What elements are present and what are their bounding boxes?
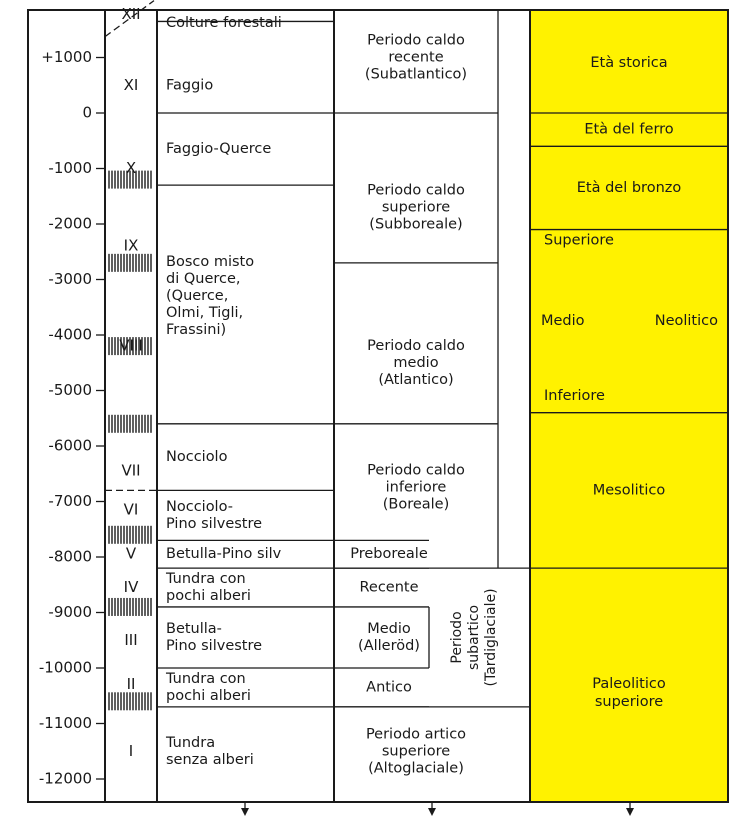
vegetation-label: pochi alberi [166, 588, 251, 605]
zone-label: X [125, 159, 137, 177]
zone-label: XI [123, 75, 139, 94]
climate-label: superiore [381, 743, 451, 760]
climate-label: (Boreale) [382, 496, 450, 513]
vegetation-label: senza alberi [166, 751, 254, 768]
climate-label: Periodo artico [365, 726, 467, 743]
vegetation-label: Nocciolo- [166, 498, 233, 515]
vegetation-label: pochi alberi [166, 687, 251, 704]
climate-label: (Atlantico) [378, 371, 454, 388]
vegetation-label: Pino silvestre [166, 515, 263, 532]
year-tick-label: -3000 [48, 270, 92, 288]
zone-label: II [126, 675, 136, 694]
zone-label: I [128, 741, 134, 760]
vegetation-label: Olmi, Tigli, [166, 305, 244, 322]
vegetation-label: (Querce, [166, 288, 229, 305]
culture-label: Età del ferro [584, 121, 674, 138]
year-tick-label: +1000 [41, 48, 92, 66]
year-tick-label: -6000 [48, 436, 92, 455]
vegetation-label: Tundra con [166, 571, 246, 588]
vegetation-label: Faggio [166, 77, 214, 94]
climate-label: (Altoglaciale) [368, 760, 464, 777]
year-tick-label: -7000 [48, 492, 92, 510]
zone-label: V [125, 544, 137, 563]
climate-label: inferiore [385, 479, 447, 496]
year-tick-label: -11000 [38, 714, 92, 732]
subarctic-label: Periodo [449, 611, 465, 664]
culture-label: Paleolitico [592, 675, 666, 692]
vegetation-label: Betulla-Pino silv [166, 546, 282, 563]
culture-side-label: Neolitico [654, 313, 718, 330]
subarctic-label: subartico [466, 604, 482, 670]
climate-label: (Subboreale) [369, 216, 463, 233]
climate-label: Periodo caldo [367, 32, 465, 49]
zone-label: III [124, 630, 138, 649]
vegetation-label: Pino silvestre [166, 637, 263, 654]
climate-label: Periodo caldo [367, 337, 465, 354]
climate-label: Medio [367, 620, 411, 637]
zone-label: VI [123, 500, 139, 519]
arrow-head [428, 808, 436, 816]
subarctic-label: (Tardiglaciale) [483, 588, 499, 687]
subarctic-label-group [449, 588, 499, 686]
climate-label: (Subatlantico) [364, 66, 468, 83]
vegetation-label: Tundra con [166, 670, 246, 687]
culture-label: Età del bronzo [576, 179, 682, 196]
climate-label: Antico [366, 679, 412, 696]
climate-label: (Alleröd) [358, 637, 420, 654]
vegetation-label: Frassini) [166, 322, 227, 339]
arrow-head [626, 808, 634, 816]
year-tick-label: -2000 [48, 214, 92, 233]
year-tick-label: -4000 [48, 325, 92, 344]
vegetation-label: Betulla- [166, 620, 222, 637]
year-tick-label: 0 [82, 103, 92, 122]
culture-label: superiore [594, 693, 664, 710]
zone-label: IX [123, 236, 139, 255]
vegetation-label: Tundra [166, 734, 216, 751]
year-tick-label: -8000 [48, 547, 92, 566]
climate-label: medio [393, 354, 439, 371]
year-tick-label: -10000 [38, 658, 92, 677]
climate-label: Periodo caldo [367, 462, 465, 479]
year-tick-label: -9000 [48, 603, 92, 621]
culture-sublabel: Inferiore [544, 388, 605, 405]
climate-label: Preboreale [350, 546, 428, 563]
zone-label: VII [121, 461, 141, 480]
vegetation-label: Nocciolo [166, 449, 228, 466]
year-tick-label: -5000 [48, 381, 92, 399]
arrow-head [241, 808, 249, 816]
continuation-arrows [241, 802, 634, 816]
zone-label: IV [123, 578, 139, 597]
culture-sublabel: Superiore [544, 232, 614, 249]
zone-label: XII [121, 4, 141, 23]
zone-label: VIII [119, 336, 143, 355]
climate-label: superiore [381, 199, 451, 216]
culture-label: Età storica [590, 55, 668, 72]
vegetation-label: di Querce, [166, 271, 241, 288]
culture-label: Mesolitico [592, 482, 666, 499]
year-tick-label: -1000 [48, 159, 92, 177]
vegetation-label: Colture forestali [166, 15, 282, 31]
vegetation-label: Faggio-Querce [166, 141, 272, 158]
climate-label: recente [388, 49, 444, 66]
culture-sublabel: Medio [541, 313, 585, 330]
vegetation-label: Bosco misto [166, 254, 255, 271]
climate-label: Periodo caldo [367, 182, 465, 199]
year-tick-label: -12000 [38, 769, 92, 788]
climate-label: Recente [359, 579, 419, 596]
